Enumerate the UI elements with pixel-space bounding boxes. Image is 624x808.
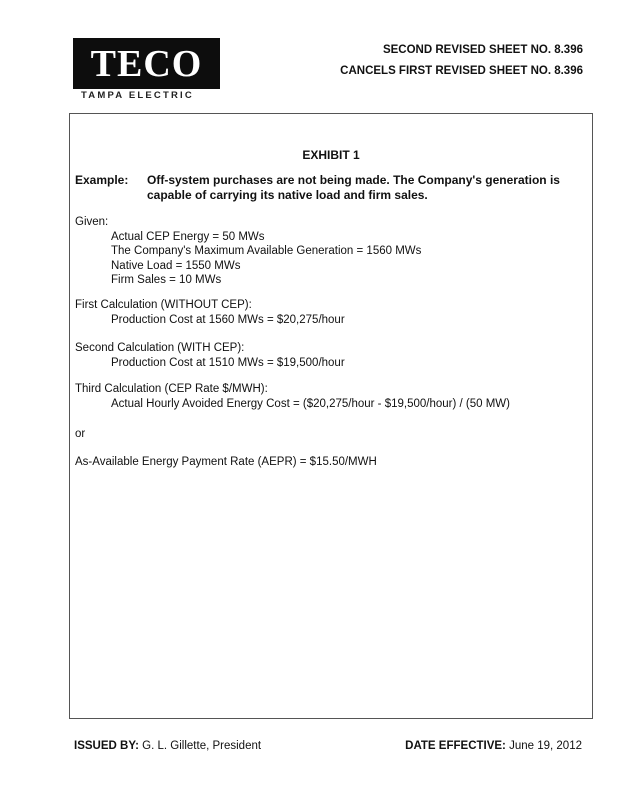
- example-label: Example:: [75, 173, 129, 187]
- issued-value: G. L. Gillette, President: [142, 740, 262, 752]
- given-item: Firm Sales = 10 MWs: [111, 274, 222, 286]
- logo-subtitle: TAMPA ELECTRIC: [81, 90, 194, 101]
- first-calculation: [75, 298, 587, 327]
- example-text: Off-system purchases are not being made. The Company's generation is capable of carrying its native load and firm sales.: [147, 173, 560, 202]
- aepr-text: As-Available Energy Payment Rate (AEPR) = $15.50/MWH: [75, 456, 377, 468]
- sheet-number-header: [340, 40, 583, 82]
- given-label: Given:: [75, 216, 109, 228]
- exhibit-frame: [69, 113, 593, 719]
- second-calc-value: Production Cost at 1510 MWs = $19,500/hour: [111, 356, 345, 369]
- example-block: [75, 173, 587, 203]
- second-calculation: [75, 341, 587, 370]
- logo-text: TECO: [90, 42, 203, 85]
- effective-label: DATE EFFECTIVE:: [405, 740, 506, 752]
- teco-logo: [73, 38, 220, 89]
- or-text: or: [75, 428, 86, 440]
- second-calc-label: Second Calculation (WITH CEP):: [75, 342, 245, 354]
- first-calc-label: First Calculation (WITHOUT CEP):: [75, 299, 252, 311]
- exhibit-title: EXHIBIT 1: [302, 148, 360, 162]
- given-section: [75, 215, 587, 288]
- issued-by: [74, 740, 261, 752]
- sheet-line-2: CANCELS FIRST REVISED SHEET NO. 8.396: [340, 65, 583, 77]
- third-calculation: [75, 382, 587, 411]
- effective-value: June 19, 2012: [509, 740, 582, 752]
- given-item: Native Load = 1550 MWs: [111, 259, 241, 272]
- third-calc-value: Actual Hourly Avoided Energy Cost = ($20,275/hour - $19,500/hour) / (50 MW): [111, 397, 510, 410]
- date-effective: [405, 740, 582, 752]
- third-calc-label: Third Calculation (CEP Rate $/MWH):: [75, 383, 268, 395]
- given-item: Actual CEP Energy = 50 MWs: [111, 230, 265, 243]
- given-item: The Company's Maximum Available Generation = 1560 MWs: [111, 245, 422, 257]
- first-calc-value: Production Cost at 1560 MWs = $20,275/hour: [111, 313, 345, 326]
- issued-label: ISSUED BY:: [74, 740, 139, 752]
- sheet-line-1: SECOND REVISED SHEET NO. 8.396: [382, 44, 583, 56]
